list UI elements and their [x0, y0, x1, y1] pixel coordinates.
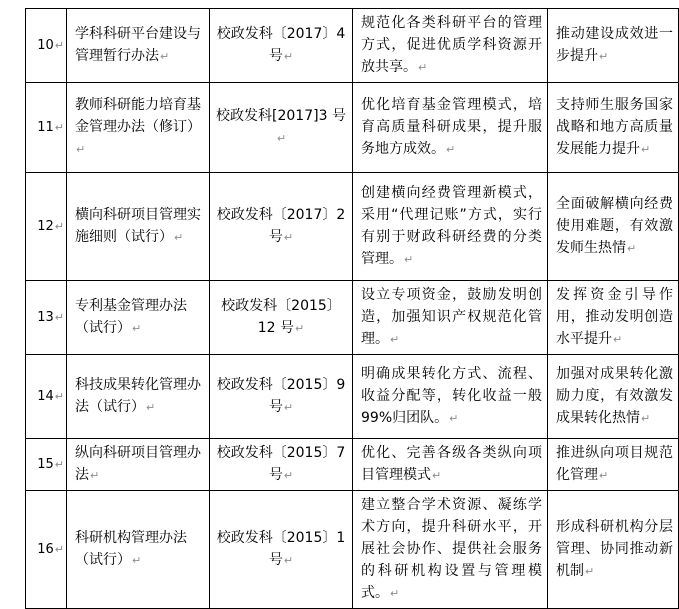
- measure-cell: 优化培育基金管理模式，培育高质量科研成果，提升服务地方成效。↵: [353, 83, 548, 173]
- row-number-cell: 12↵: [26, 173, 67, 281]
- table-row: [26, 9, 679, 83]
- document-number-cell: 校政发科〔2017〕2 号↵: [210, 173, 353, 281]
- measure-cell: 规范化各类科研平台的管理方式，促进优质学科资源开放共享。↵: [353, 9, 548, 83]
- table-row: [26, 83, 679, 173]
- table-row: [26, 439, 679, 491]
- row-number-cell: 11↵: [26, 83, 67, 173]
- policy-table: [25, 8, 679, 609]
- effect-cell: 推进纵向项目规范化管理↵: [548, 439, 679, 491]
- table-row: [26, 491, 679, 609]
- row-number-cell: 13↵: [26, 281, 67, 355]
- effect-cell: 推动建设成效进一步提升↵: [548, 9, 679, 83]
- policy-name-cell: 专利基金管理办法（试行）↵: [67, 281, 210, 355]
- measure-cell: 创建横向经费管理新模式，采用“代理记账”方式，实行有别于财政科研经费的分类管理。↵: [353, 173, 548, 281]
- row-number-cell: 10↵: [26, 9, 67, 83]
- document-number-cell: 校政发科〔2015〕7 号↵: [210, 439, 353, 491]
- policy-name-cell: 科技成果转化管理办法（试行）↵: [67, 355, 210, 439]
- policy-name-cell: 纵向科研项目管理办法↵: [67, 439, 210, 491]
- policy-name-cell: 教师科研能力培育基金管理办法（修订）↵: [67, 83, 210, 173]
- effect-cell: 全面破解横向经费使用难题，有效激发师生热情↵: [548, 173, 679, 281]
- measure-cell: 明确成果转化方式、流程、收益分配等，转化收益一般99%归团队。↵: [353, 355, 548, 439]
- row-number-cell: 16↵: [26, 491, 67, 609]
- document-number-cell: 校政发科〔2017〕4 号↵: [210, 9, 353, 83]
- measure-cell: 设立专项资金，鼓励发明创造，加强知识产权规范化管理。↵: [353, 281, 548, 355]
- document-number-cell: 校政发科〔2015〕12 号↵: [210, 281, 353, 355]
- table-row: [26, 281, 679, 355]
- document-number-cell: 校政发科〔2015〕1 号↵: [210, 491, 353, 609]
- measure-cell: 优化、完善各级各类纵向项目管理模式↵: [353, 439, 548, 491]
- row-number-cell: 14↵: [26, 355, 67, 439]
- effect-cell: 发挥资金引导作用，推动发明创造水平提升↵: [548, 281, 679, 355]
- row-number-cell: 15↵: [26, 439, 67, 491]
- effect-cell: 加强对成果转化激励力度，有效激发成果转化热情↵: [548, 355, 679, 439]
- effect-cell: 形成科研机构分层管理、协同推动新机制↵: [548, 491, 679, 609]
- policy-name-cell: 科研机构管理办法（试行）↵: [67, 491, 210, 609]
- policy-name-cell: 学科科研平台建设与管理暂行办法↵: [67, 9, 210, 83]
- measure-cell: 建立整合学术资源、凝练学术方向，提升科研水平，开展社会协作、提供社会服务的科研机构设置与管理模式。↵: [353, 491, 548, 609]
- policy-name-cell: 横向科研项目管理实施细则（试行）↵: [67, 173, 210, 281]
- effect-cell: 支持师生服务国家战略和地方高质量发展能力提升↵: [548, 83, 679, 173]
- document-number-cell: 校政发科[2017]3 号↵: [210, 83, 353, 173]
- table-row: [26, 173, 679, 281]
- table-row: [26, 355, 679, 439]
- document-number-cell: 校政发科〔2015〕9 号↵: [210, 355, 353, 439]
